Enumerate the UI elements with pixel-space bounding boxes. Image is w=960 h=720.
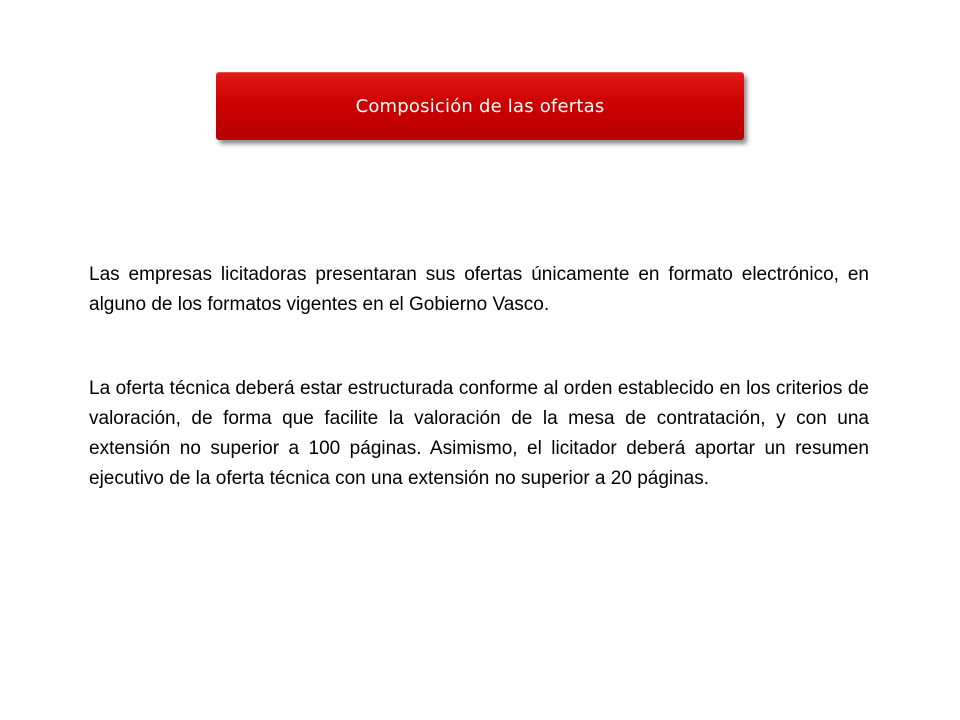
title-banner	[216, 72, 744, 140]
paragraph-technical-offer: La oferta técnica deberá estar estructurada conforme al orden establecido en los criterios de valoración, de forma que facilite la valoración de la mesa de contratación, y con una extensión no superior a 100 páginas. Asimismo, el licitador deberá aportar un resumen ejecutivo de la oferta técnica con una extensión no superior a 20 páginas.	[89, 378, 869, 489]
paragraph-electronic-format: Las empresas licitadoras presentaran sus ofertas únicamente en formato electrónico, en alguno de los formatos vigentes en el Gobierno Vasco.	[89, 264, 869, 315]
slide-title: Composición de las ofertas	[355, 95, 605, 117]
